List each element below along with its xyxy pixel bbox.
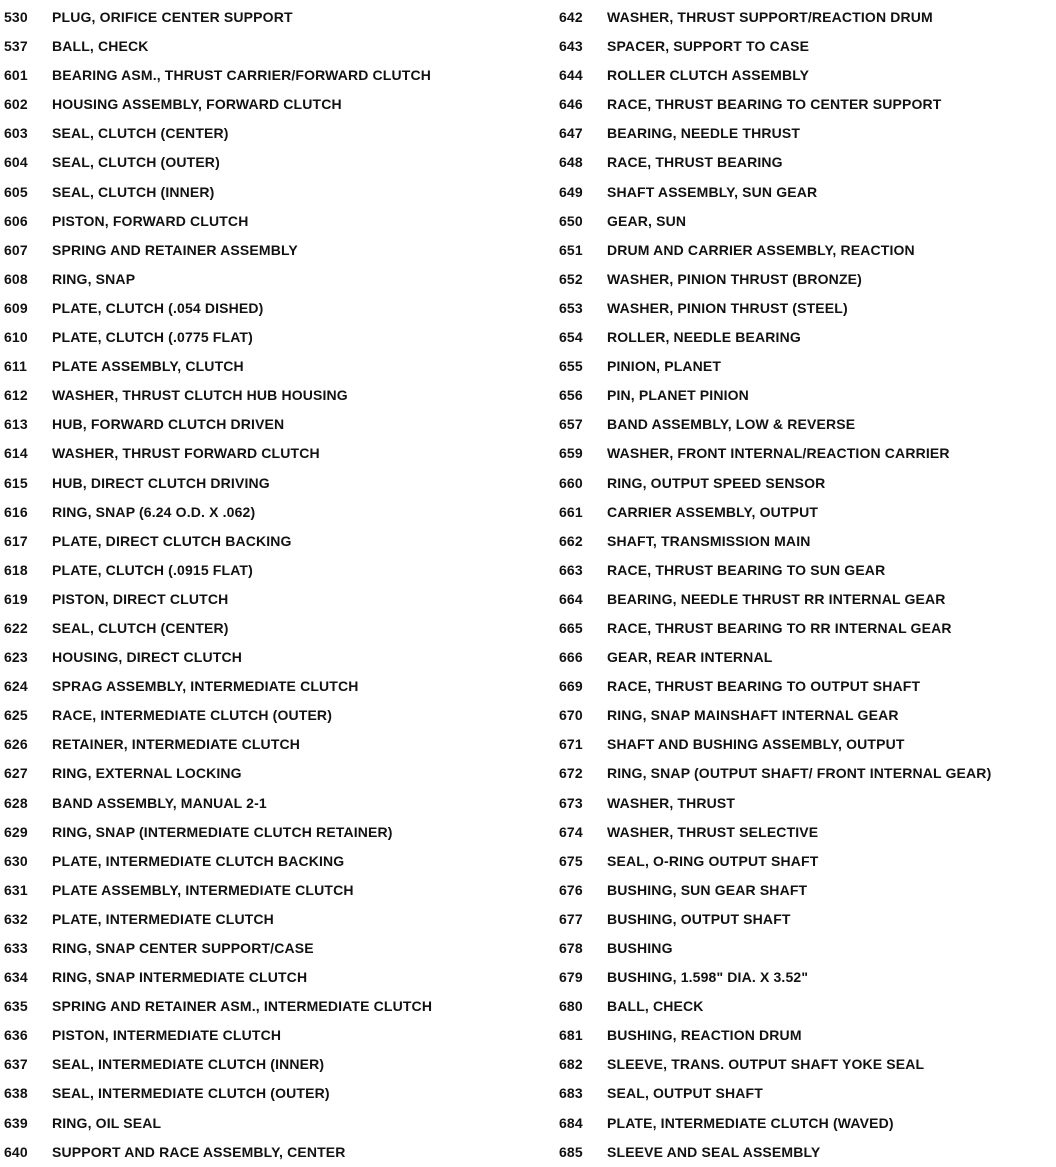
part-description: SEAL, INTERMEDIATE CLUTCH (OUTER) [52, 1085, 330, 1102]
part-row [4, 90, 524, 119]
part-number: 617 [4, 532, 28, 549]
part-number: 669 [559, 678, 583, 695]
part-row [559, 265, 1056, 294]
part-description: SEAL, INTERMEDIATE CLUTCH (INNER) [52, 1056, 325, 1073]
part-number: 610 [4, 329, 28, 346]
part-number: 674 [559, 823, 583, 840]
part-number: 625 [4, 707, 28, 724]
part-number: 653 [559, 299, 583, 316]
part-row [559, 294, 1056, 323]
part-description: ROLLER, NEEDLE BEARING [607, 329, 801, 346]
part-description: SLEEVE AND SEAL ASSEMBLY [607, 1143, 821, 1160]
part-number: 615 [4, 474, 28, 491]
part-description: SPRING AND RETAINER ASM., INTERMEDIATE CLUTCH [52, 998, 433, 1015]
part-row [559, 352, 1056, 381]
part-description: SHAFT ASSEMBLY, SUN GEAR [607, 183, 818, 200]
part-row [559, 876, 1056, 905]
part-number: 681 [559, 1027, 583, 1044]
part-row [559, 236, 1056, 265]
part-number: 619 [4, 590, 28, 607]
part-row [4, 3, 524, 32]
part-description: PLATE, INTERMEDIATE CLUTCH [52, 910, 274, 927]
part-row [4, 410, 524, 439]
part-description: SPACER, SUPPORT TO CASE [607, 38, 810, 55]
part-number: 602 [4, 96, 28, 113]
part-description: SEAL, OUTPUT SHAFT [607, 1085, 763, 1102]
part-description: SEAL, CLUTCH (CENTER) [52, 125, 229, 142]
part-number: 659 [559, 445, 583, 462]
part-row [4, 1109, 524, 1138]
part-number: 618 [4, 561, 28, 578]
part-row [4, 672, 524, 701]
part-description: PISTON, DIRECT CLUTCH [52, 590, 229, 607]
part-number: 650 [559, 212, 583, 229]
part-description: RING, SNAP [52, 270, 136, 287]
part-number: 607 [4, 241, 28, 258]
part-row [4, 294, 524, 323]
part-description: SEAL, CLUTCH (CENTER) [52, 619, 229, 636]
part-description: RING, EXTERNAL LOCKING [52, 765, 242, 782]
part-description: RING, SNAP INTERMEDIATE CLUTCH [52, 969, 308, 986]
part-description: SLEEVE, TRANS. OUTPUT SHAFT YOKE SEAL [607, 1056, 925, 1073]
part-row [4, 614, 524, 643]
part-description: BALL, CHECK [52, 38, 149, 55]
part-row [4, 381, 524, 410]
part-description: PLATE ASSEMBLY, INTERMEDIATE CLUTCH [52, 881, 354, 898]
part-row [4, 265, 524, 294]
part-number: 642 [559, 9, 583, 25]
part-description: PLATE, INTERMEDIATE CLUTCH BACKING [52, 852, 345, 869]
part-number: 612 [4, 387, 28, 404]
part-row [559, 643, 1056, 672]
part-number: 640 [4, 1143, 28, 1160]
part-row [4, 818, 524, 847]
part-row [559, 818, 1056, 847]
part-description: ROLLER CLUTCH ASSEMBLY [607, 67, 810, 84]
part-description: HUB, DIRECT CLUTCH DRIVING [52, 474, 270, 491]
part-description: RING, OIL SEAL [52, 1114, 162, 1131]
part-description: RING, OUTPUT SPEED SENSOR [607, 474, 826, 491]
part-number: 636 [4, 1027, 28, 1044]
part-number: 629 [4, 823, 28, 840]
part-description: WASHER, THRUST FORWARD CLUTCH [52, 445, 320, 462]
part-description: RING, SNAP (OUTPUT SHAFT/ FRONT INTERNAL GEAR) [607, 765, 992, 782]
part-number: 685 [559, 1143, 583, 1160]
part-row [559, 730, 1056, 759]
part-number: 672 [559, 765, 583, 782]
part-row [559, 119, 1056, 148]
part-row [4, 847, 524, 876]
part-row [559, 789, 1056, 818]
part-row [559, 90, 1056, 119]
part-row [4, 236, 524, 265]
part-number: 637 [4, 1056, 28, 1073]
part-description: SPRAG ASSEMBLY, INTERMEDIATE CLUTCH [52, 678, 359, 695]
part-row [559, 672, 1056, 701]
part-number: 638 [4, 1085, 28, 1102]
part-description: RING, SNAP CENTER SUPPORT/CASE [52, 940, 314, 956]
part-row [4, 527, 524, 556]
part-row [559, 439, 1056, 468]
part-number: 661 [559, 503, 583, 520]
part-number: 608 [4, 270, 28, 287]
part-number: 664 [559, 590, 583, 607]
part-number: 671 [559, 736, 583, 753]
part-description: RACE, THRUST BEARING [607, 154, 783, 171]
part-description: DRUM AND CARRIER ASSEMBLY, REACTION [607, 241, 915, 258]
part-description: RING, SNAP (6.24 O.D. X .062) [52, 503, 256, 520]
part-number: 623 [4, 649, 28, 666]
part-row [4, 992, 524, 1021]
part-number: 630 [4, 852, 28, 869]
part-description: BUSHING, 1.598" DIA. X 3.52" [607, 969, 809, 986]
part-number: 603 [4, 125, 28, 142]
part-row [4, 701, 524, 730]
part-row [559, 3, 1056, 32]
part-row [4, 32, 524, 61]
part-row [4, 789, 524, 818]
part-row [4, 934, 524, 963]
part-number: 605 [4, 183, 28, 200]
part-number: 530 [4, 9, 28, 25]
part-number: 639 [4, 1114, 28, 1131]
part-row [559, 498, 1056, 527]
part-row [4, 148, 524, 177]
part-description: BEARING ASM., THRUST CARRIER/FORWARD CLUTCH [52, 67, 431, 84]
part-row [559, 614, 1056, 643]
part-number: 665 [559, 619, 583, 636]
part-row [559, 1021, 1056, 1050]
part-description: SHAFT, TRANSMISSION MAIN [607, 532, 811, 549]
part-description: HUB, FORWARD CLUTCH DRIVEN [52, 416, 285, 433]
part-row [4, 61, 524, 90]
part-row [4, 323, 524, 352]
part-description: RETAINER, INTERMEDIATE CLUTCH [52, 736, 301, 753]
part-number: 614 [4, 445, 28, 462]
part-description: HOUSING, DIRECT CLUTCH [52, 649, 242, 666]
part-row [4, 1138, 524, 1167]
part-row [4, 556, 524, 585]
part-number: 604 [4, 154, 28, 171]
part-row [4, 876, 524, 905]
part-row [4, 207, 524, 236]
part-number: 648 [559, 154, 583, 171]
part-number: 666 [559, 649, 583, 666]
part-row [559, 207, 1056, 236]
part-row [4, 585, 524, 614]
part-number: 662 [559, 532, 583, 549]
part-row [4, 730, 524, 759]
part-number: 647 [559, 125, 583, 142]
part-number: 663 [559, 561, 583, 578]
part-number: 652 [559, 270, 583, 287]
part-description: RACE, THRUST BEARING TO SUN GEAR [607, 561, 886, 578]
part-description: PISTON, INTERMEDIATE CLUTCH [52, 1027, 282, 1044]
part-number: 675 [559, 852, 583, 869]
part-description: SEAL, O-RING OUTPUT SHAFT [607, 852, 819, 869]
part-row [4, 498, 524, 527]
part-description: PLATE, CLUTCH (.0775 FLAT) [52, 329, 253, 346]
part-description: PLATE ASSEMBLY, CLUTCH [52, 358, 244, 375]
part-description: WASHER, FRONT INTERNAL/REACTION CARRIER [607, 445, 950, 462]
part-number: 613 [4, 416, 28, 433]
part-description: PIN, PLANET PINION [607, 387, 749, 404]
part-row [4, 178, 524, 207]
part-number: 626 [4, 736, 28, 753]
part-description: RACE, THRUST BEARING TO CENTER SUPPORT [607, 96, 942, 113]
part-number: 616 [4, 503, 28, 520]
part-description: BEARING, NEEDLE THRUST [607, 125, 801, 142]
part-row [559, 905, 1056, 934]
part-number: 601 [4, 67, 28, 84]
part-number: 606 [4, 212, 28, 229]
part-number: 670 [559, 707, 583, 724]
part-row [559, 1079, 1056, 1108]
part-description: SUPPORT AND RACE ASSEMBLY, CENTER [52, 1143, 346, 1160]
part-description: RACE, INTERMEDIATE CLUTCH (OUTER) [52, 707, 333, 724]
part-description: GEAR, REAR INTERNAL [607, 649, 773, 666]
part-row [4, 1050, 524, 1079]
part-number: 644 [559, 67, 583, 84]
part-row [559, 759, 1056, 788]
part-description: BEARING, NEEDLE THRUST RR INTERNAL GEAR [607, 590, 946, 607]
part-row [559, 585, 1056, 614]
part-number: 628 [4, 794, 28, 811]
part-description: RACE, THRUST BEARING TO OUTPUT SHAFT [607, 678, 921, 695]
part-number: 679 [559, 969, 583, 986]
part-number: 649 [559, 183, 583, 200]
part-description: BUSHING [607, 940, 673, 956]
part-number: 673 [559, 794, 583, 811]
parts-list-left-column [4, 3, 524, 1167]
part-row [559, 1138, 1056, 1167]
part-description: WASHER, THRUST SELECTIVE [607, 823, 819, 840]
part-description: SEAL, CLUTCH (INNER) [52, 183, 215, 200]
part-number: 655 [559, 358, 583, 375]
parts-list-right-column [559, 3, 1056, 1167]
part-description: RACE, THRUST BEARING TO RR INTERNAL GEAR [607, 619, 952, 636]
part-number: 656 [559, 387, 583, 404]
part-row [559, 469, 1056, 498]
part-row [4, 469, 524, 498]
part-description: WASHER, PINION THRUST (STEEL) [607, 299, 848, 316]
part-description: WASHER, THRUST SUPPORT/REACTION DRUM [607, 9, 933, 25]
part-description: RING, SNAP MAINSHAFT INTERNAL GEAR [607, 707, 899, 724]
part-description: CARRIER ASSEMBLY, OUTPUT [607, 503, 819, 520]
part-description: SPRING AND RETAINER ASSEMBLY [52, 241, 298, 258]
part-number: 654 [559, 329, 583, 346]
part-row [559, 178, 1056, 207]
part-number: 624 [4, 678, 28, 695]
part-row [559, 32, 1056, 61]
part-row [559, 148, 1056, 177]
part-description: BUSHING, OUTPUT SHAFT [607, 910, 791, 927]
part-number: 682 [559, 1056, 583, 1073]
part-number: 657 [559, 416, 583, 433]
part-row [559, 410, 1056, 439]
part-row [559, 963, 1056, 992]
part-row [4, 1021, 524, 1050]
part-number: 622 [4, 619, 28, 636]
part-number: 643 [559, 38, 583, 55]
part-number: 631 [4, 881, 28, 898]
part-row [559, 934, 1056, 963]
part-row [4, 905, 524, 934]
part-row [4, 439, 524, 468]
part-row [559, 527, 1056, 556]
part-number: 683 [559, 1085, 583, 1102]
part-row [4, 1079, 524, 1108]
part-row [559, 61, 1056, 90]
part-description: BAND ASSEMBLY, MANUAL 2-1 [52, 794, 267, 811]
part-number: 651 [559, 241, 583, 258]
part-number: 633 [4, 940, 28, 956]
part-number: 676 [559, 881, 583, 898]
part-number: 677 [559, 910, 583, 927]
part-description: SHAFT AND BUSHING ASSEMBLY, OUTPUT [607, 736, 905, 753]
part-row [4, 352, 524, 381]
part-description: PLATE, CLUTCH (.054 DISHED) [52, 299, 264, 316]
part-number: 684 [559, 1114, 583, 1131]
part-row [559, 381, 1056, 410]
part-number: 627 [4, 765, 28, 782]
part-row [559, 556, 1056, 585]
part-row [559, 701, 1056, 730]
part-description: PLUG, ORIFICE CENTER SUPPORT [52, 9, 293, 25]
part-number: 646 [559, 96, 583, 113]
part-number: 660 [559, 474, 583, 491]
part-number: 634 [4, 969, 28, 986]
part-row [4, 963, 524, 992]
part-number: 632 [4, 910, 28, 927]
part-description: WASHER, PINION THRUST (BRONZE) [607, 270, 862, 287]
part-number: 635 [4, 998, 28, 1015]
part-description: BAND ASSEMBLY, LOW & REVERSE [607, 416, 856, 433]
part-description: BUSHING, SUN GEAR SHAFT [607, 881, 808, 898]
part-row [559, 323, 1056, 352]
part-number: 678 [559, 940, 583, 956]
part-description: PISTON, FORWARD CLUTCH [52, 212, 249, 229]
part-row [559, 1109, 1056, 1138]
part-description: WASHER, THRUST [607, 794, 736, 811]
part-description: PINION, PLANET [607, 358, 722, 375]
part-description: GEAR, SUN [607, 212, 687, 229]
part-row [4, 643, 524, 672]
part-description: WASHER, THRUST CLUTCH HUB HOUSING [52, 387, 348, 404]
part-description: PLATE, CLUTCH (.0915 FLAT) [52, 561, 253, 578]
part-row [559, 847, 1056, 876]
part-description: RING, SNAP (INTERMEDIATE CLUTCH RETAINER) [52, 823, 393, 840]
part-row [559, 992, 1056, 1021]
part-description: BUSHING, REACTION DRUM [607, 1027, 802, 1044]
part-number: 609 [4, 299, 28, 316]
part-description: BALL, CHECK [607, 998, 704, 1015]
part-number: 537 [4, 38, 28, 55]
part-row [559, 1050, 1056, 1079]
part-number: 680 [559, 998, 583, 1015]
part-row [4, 759, 524, 788]
part-description: HOUSING ASSEMBLY, FORWARD CLUTCH [52, 96, 342, 113]
part-description: SEAL, CLUTCH (OUTER) [52, 154, 220, 171]
part-number: 611 [4, 358, 28, 375]
part-description: PLATE, DIRECT CLUTCH BACKING [52, 532, 292, 549]
part-row [4, 119, 524, 148]
part-description: PLATE, INTERMEDIATE CLUTCH (WAVED) [607, 1114, 894, 1131]
